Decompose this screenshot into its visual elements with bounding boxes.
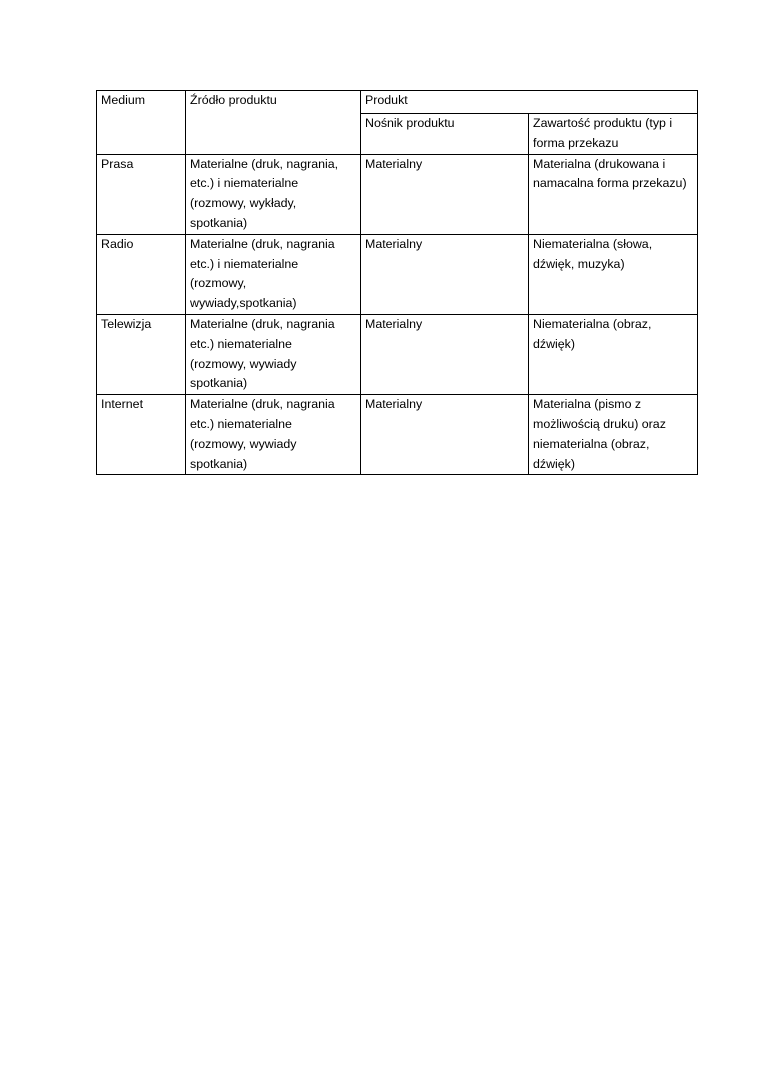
header-medium-cell (97, 91, 186, 155)
source-line: spotkania) (190, 456, 248, 471)
content-line: Materialna (drukowana i (533, 156, 666, 171)
table-row (97, 234, 698, 314)
content-line: Materialna (pismo z (533, 397, 642, 412)
content-line: dźwięk, muzyka) (533, 256, 625, 271)
content-cell (529, 234, 698, 314)
carrier-cell (361, 395, 529, 475)
content-cell (529, 314, 698, 394)
header-content-line: forma przekazu (533, 135, 619, 150)
source-line: Materialne (druk, nagrania (190, 236, 335, 251)
source-line: etc.) i niematerialne (190, 176, 299, 191)
header-product-cell (361, 91, 698, 114)
content-line: dźwięk) (533, 456, 575, 471)
header-row (97, 91, 698, 114)
source-cell (186, 314, 361, 394)
carrier-value: Materialny (365, 156, 423, 171)
content-line: możliwością druku) oraz (533, 416, 666, 431)
table-row (97, 314, 698, 394)
header-source-cell (186, 91, 361, 155)
source-line: spotkania) (190, 376, 248, 391)
carrier-cell (361, 234, 529, 314)
header-medium: Medium (101, 93, 146, 107)
content-cell (529, 154, 698, 234)
header-carrier: Nośnik produktu (365, 116, 455, 130)
source-cell (186, 395, 361, 475)
source-line: Materialne (druk, nagrania, (190, 156, 339, 171)
source-line: wywiady,spotkania) (190, 296, 297, 311)
table-row (97, 154, 698, 234)
content-line: niematerialna (obraz, (533, 436, 650, 451)
medium-name: Internet (101, 397, 144, 412)
source-line: Materialne (druk, nagrania (190, 316, 335, 331)
header-carrier-cell (361, 114, 529, 155)
medium-cell (97, 154, 186, 234)
media-table (96, 90, 698, 475)
content-cell (529, 395, 698, 475)
source-line: (rozmowy, wywiady (190, 436, 297, 451)
carrier-value: Materialny (365, 236, 423, 251)
medium-cell (97, 234, 186, 314)
carrier-value: Materialny (365, 397, 423, 412)
header-source: Źródło produktu (190, 93, 277, 107)
source-line: spotkania) (190, 215, 248, 230)
medium-cell (97, 314, 186, 394)
source-cell (186, 234, 361, 314)
source-line: etc.) niematerialne (190, 336, 292, 351)
content-line: namacalna forma przekazu) (533, 176, 687, 191)
header-product: Produkt (365, 93, 408, 107)
carrier-cell (361, 154, 529, 234)
content-line: dźwięk) (533, 336, 575, 351)
medium-name: Telewizja (101, 316, 152, 331)
carrier-cell (361, 314, 529, 394)
medium-name: Radio (101, 236, 134, 251)
carrier-value: Materialny (365, 316, 423, 331)
source-line: Materialne (druk, nagrania (190, 397, 335, 412)
header-content-line: Zawartość produktu (typ i (533, 116, 673, 130)
source-line: etc.) i niematerialne (190, 256, 299, 271)
content-line: Niematerialna (obraz, (533, 316, 652, 331)
source-line: etc.) niematerialne (190, 416, 292, 431)
medium-cell (97, 395, 186, 475)
source-line: (rozmowy, wywiady (190, 356, 297, 371)
header-content-cell (529, 114, 698, 155)
source-line: (rozmowy, wykłady, (190, 196, 297, 211)
table-row (97, 395, 698, 475)
medium-name: Prasa (101, 156, 134, 171)
content-line: Niematerialna (słowa, (533, 236, 653, 251)
source-cell (186, 154, 361, 234)
source-line: (rozmowy, (190, 276, 247, 291)
